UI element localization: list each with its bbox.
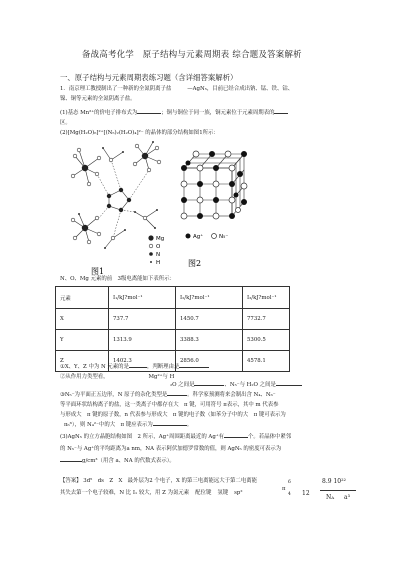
q1-sub1-b: ；铜与铜位于同一族，铜元素位于元素周期表的 [161, 110, 275, 116]
q1-line1-b: —AgN₅，目前已经合成出钠、锰、铁、钴、 [187, 86, 294, 92]
q1-line2: 镍、铜等元素的全氮阴离子盐。 [60, 96, 136, 102]
figure-1-structure [65, 138, 177, 278]
text-l9d: 则 AgN₅ 的密度可表示为 [220, 446, 282, 452]
answer-text-2b: N 比 I₁ 较大，用 Z 为氮元素 [119, 490, 190, 496]
text-l8: (3)AgN₅ 的立方晶胞结构如图 2 所示，Ag⁺周围距离最近的 Ag⁺有 [60, 434, 225, 440]
answer-blank[interactable] [276, 385, 302, 386]
answer-text-2c: 配位键 [195, 490, 212, 496]
legend-n5-marker [212, 234, 217, 239]
text-l3b: 、N₅⁻与 H₂O 之间是 [224, 382, 276, 388]
text-l2: ②从作用力类型看， [60, 374, 109, 380]
formula-a3: a³ [344, 494, 350, 501]
answer-blank[interactable] [167, 395, 187, 396]
ionization-energy-table [55, 286, 290, 372]
answer-text-2e: sp² [234, 490, 243, 496]
text-l1b: ，判断理由是 [146, 364, 180, 370]
answer-blank[interactable] [274, 113, 288, 114]
figure-2-lattice [178, 148, 250, 272]
legend-ag-marker [186, 234, 191, 239]
q-line-10 [60, 458, 175, 465]
q-line-6: 与形成大 π 键的原子数，n 代表参与形成大 π 键的电子数（如苯分子中的大 π 键可表示为 [60, 412, 286, 418]
legend-ag-label: Ag⁺ [193, 234, 204, 240]
q1-line1 [60, 86, 293, 93]
answer-text-1b: 2 个电子， [149, 478, 176, 484]
table-header-cell: I₂/kJ?mol⁻¹ [176, 287, 243, 309]
legend-h-marker [150, 261, 152, 263]
table-cell: Y [56, 330, 109, 351]
text-l10: g/cm³（用含 a、N [82, 458, 129, 464]
table-cell: 7732.7 [243, 309, 290, 330]
formula-den-sub: A [331, 495, 335, 500]
section-heading: 一、原子结构与元素周期表练习题（含详细答案解析） [60, 73, 238, 82]
text-l5b: 表示，其中 m 代表参 [226, 402, 279, 408]
legend-o-marker [149, 244, 153, 248]
text-l4c: 。科学家预测将来会制出含 N₄ [187, 392, 261, 398]
table-cell: Z [56, 351, 109, 372]
answer-text-1: 【答案】 3d⁵ ds Z X 最外层为 [60, 478, 150, 484]
table-header-row [56, 287, 290, 309]
table-intro: N、O、Mg 元素的前 3级电离能如下表所示： [60, 276, 175, 282]
text-l4: ③N₅⁻为平面正五边形， [60, 392, 118, 398]
q1-sub2: (2)[Mg(H₂O)₆]²⁺[(N₅)₂(H₂O)₄]²⁻ 的晶体的部分结构如图1所示： [60, 130, 219, 136]
q1-sub1c: 区。 [60, 120, 71, 126]
table-cell: 1450.7 [176, 309, 243, 330]
text-l5: 等平面环状结构离子的盐，这一类离子中都存在大 π 键，可用符号 π [60, 402, 227, 408]
text-l4b: N 原子的杂化类型是 [117, 392, 168, 398]
table-header-cell: 元素 [56, 287, 109, 309]
formula-6: 6 [288, 480, 291, 485]
legend-mg-marker [148, 235, 153, 240]
text-l1: ①X、Y、Z 中为 N 元素的是 [60, 364, 129, 370]
q-line-4 [60, 392, 276, 399]
legend-n-marker [149, 252, 153, 256]
table-cell: X [56, 309, 109, 330]
answer-line-2 [60, 490, 243, 497]
formula-pi: π [282, 486, 286, 492]
figure-2-caption: 图2 [188, 259, 202, 268]
page-title: 备战高考化学 原子结构与元素周期表 综合题及答案解析 [82, 49, 302, 59]
text-l4d: 、N₆⁻ [260, 392, 276, 398]
q-line-2 [60, 374, 174, 381]
legend-o-label: O [156, 244, 161, 250]
legend-n5-label: N₅⁻ [219, 234, 229, 240]
answer-blank[interactable] [129, 367, 147, 368]
answer-blank[interactable] [194, 385, 224, 386]
q-line-1 [60, 364, 209, 371]
table-cell: 1313.9 [109, 330, 176, 351]
table-row [56, 309, 290, 330]
text-l9: 的 N₅⁻与 Ag⁺的平均距离为 [60, 446, 127, 452]
formula-denominator [326, 494, 334, 502]
q-line-3 [170, 382, 302, 389]
answer-blank[interactable] [137, 113, 161, 114]
figure-1-caption: 图1 [91, 267, 105, 276]
q-line-8 [60, 434, 291, 441]
formula-12: 12 [302, 490, 310, 497]
q1-sub1-a: (1)基态 Mn²⁺的价电子排布式为 [60, 110, 138, 116]
text-l8b: 个。若晶体中紧邻 [248, 434, 292, 440]
q1-line1-a: 1．南京理工教授制出了一种新的全氮阴离子盐 [60, 86, 172, 92]
q-line-9 [60, 446, 281, 453]
answer-blank[interactable] [153, 425, 187, 426]
table-row [56, 330, 290, 351]
q-line-5 [60, 402, 279, 409]
answer-line-1 [60, 478, 257, 485]
table-cell: 5300.5 [243, 330, 290, 351]
answer-blank[interactable] [60, 461, 82, 462]
table-cell: 2856.0 [176, 351, 243, 372]
answer-blank[interactable] [179, 367, 209, 368]
answer-text-2d: 氢键 [217, 490, 229, 496]
legend-mg-label: Mg [156, 236, 165, 242]
formula-4: 4 [288, 492, 291, 497]
formula-fraction-bar [320, 490, 356, 491]
text-l10b: A 的代数式表示）。 [128, 458, 175, 464]
legend-h-label: H [156, 260, 161, 266]
q-line-7 [64, 422, 192, 429]
text-l2b: Mg²⁺与 H [148, 374, 175, 380]
text-l9b: a nm，N [126, 446, 151, 452]
table-cell: 737.7 [109, 309, 176, 330]
formula-numerator: 8.9 10²² [322, 478, 346, 485]
text-l9c: A 表示阿伏加德罗常数的值， [150, 446, 221, 452]
legend-n-label: N [156, 252, 161, 258]
text-l7: π₆⁶），则 N₄²⁻中的大 π 键应表示为 [64, 422, 153, 428]
text-l7b: 。 [186, 422, 193, 428]
answer-text-1c: X 的第三电离能远大于第二电离能 [175, 478, 257, 484]
formula-den-n: N [326, 494, 332, 501]
answer-blank[interactable] [224, 437, 248, 438]
table-cell: 4578.1 [243, 351, 290, 372]
q1-sub1 [60, 110, 288, 117]
answer-text-2: 其失去第一个电子较难， [60, 490, 120, 496]
table-header-cell: I₃/kJ?mol⁻¹ [243, 287, 290, 309]
table-cell: 1402.3 [109, 351, 176, 372]
text-l3: ₂O 之间是 [170, 382, 195, 388]
table-header-cell: I₁/kJ?mol⁻¹ [109, 287, 176, 309]
table-cell: 3388.3 [176, 330, 243, 351]
